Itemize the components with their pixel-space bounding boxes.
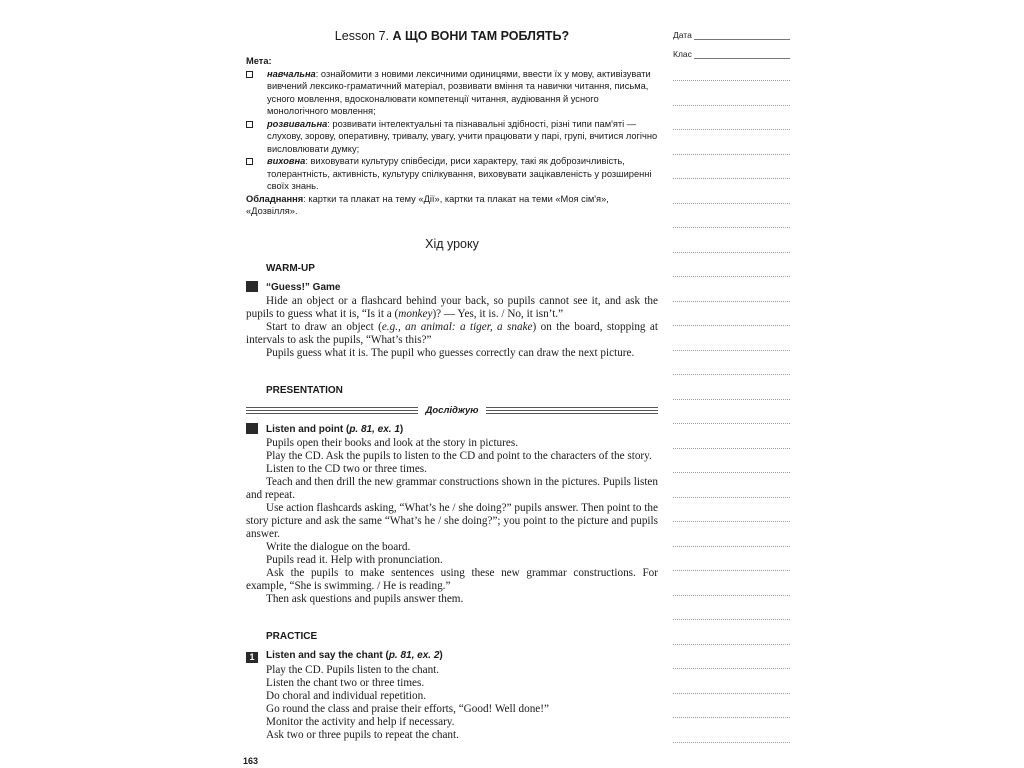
notes-line: [673, 80, 790, 81]
text-run: ) on the board, stopping at intervals to ask the pupils, “What’s this?”: [246, 321, 658, 346]
page-number: 163: [243, 756, 259, 766]
notes-line: [673, 227, 790, 228]
activity-square-icon: [246, 423, 258, 434]
activity-page-ref: p. 81, ex. 1: [349, 424, 400, 435]
checkbox-square-icon: [246, 121, 253, 128]
lesson-title: [246, 27, 658, 45]
warmup-instructions: [246, 295, 658, 360]
notes-line: [673, 693, 790, 694]
aim-kind: розвивальна: [267, 118, 328, 129]
divider-label: Досліджую: [425, 405, 479, 416]
notes-line: [673, 742, 790, 743]
text-run: Start to draw an object (: [266, 321, 382, 333]
activity-number-badge: 1: [246, 652, 258, 663]
notes-line: [673, 546, 790, 547]
paragraph: Do choral and individual repetition.: [266, 690, 427, 702]
divider-rule: [246, 407, 418, 414]
notes-line: [673, 399, 790, 400]
paragraph: Teach and then drill the new grammar constructions shown in the pictures. Pupils listen and repeat.: [246, 476, 658, 501]
paragraph: Play the CD. Pupils listen to the chant.: [266, 664, 440, 676]
notes-line: [673, 154, 790, 155]
notes-line: [673, 668, 790, 669]
date-field: [673, 30, 692, 41]
divider-rule: [486, 407, 658, 414]
notes-line: [673, 252, 790, 253]
practice-activity-title: [246, 649, 443, 662]
date-label: Дата: [673, 30, 692, 40]
paragraph: Ask two or three pupils to repeat the chant.: [266, 729, 459, 741]
presentation-heading: PRESENTATION: [266, 385, 343, 396]
practice-instructions: [246, 664, 658, 742]
paragraph: Write the dialogue on the board.: [266, 541, 411, 553]
notes-line: [673, 423, 790, 424]
text-run: )? — Yes, it is. / No, it isn’t.”: [432, 308, 564, 320]
checkbox-square-icon: [246, 158, 253, 165]
aim-text: : розвивати інтелектуальні та пізнавальні здібності, різні типи пам'яті — слухову, зорову, оперативну, тривалу, увагу, учити працювати у парі, групі, вчитися логічно висловлювати думку;: [267, 118, 658, 154]
lesson-number: Lesson 7.: [334, 29, 393, 43]
notes-line: [673, 472, 790, 473]
aim-item: [246, 118, 658, 156]
notes-line: [673, 105, 790, 106]
paragraph: Pupils guess what it is. The pupil who guesses correctly can draw the next picture.: [266, 347, 635, 359]
paragraph: Pupils open their books and look at the story in pictures.: [266, 437, 518, 449]
paragraph: Then ask questions and pupils answer them.: [266, 593, 464, 605]
notes-line: [673, 619, 790, 620]
activity-page-ref: p. 81, ex. 2: [388, 650, 440, 661]
activity-square-icon: [246, 281, 258, 292]
notes-line: [673, 448, 790, 449]
notes-line: [673, 717, 790, 718]
notes-line: [673, 301, 790, 302]
activity-label-close: ): [439, 650, 443, 661]
aims-heading: Мета:: [246, 56, 272, 66]
checkbox-square-icon: [246, 71, 253, 78]
warmup-activity-title: [246, 281, 340, 294]
notes-line: [673, 178, 790, 179]
lesson-progress-title: Хід уроку: [425, 237, 479, 251]
paragraph: Go round the class and praise their efforts, “Good! Well done!”: [266, 703, 549, 715]
warmup-heading: WARM-UP: [266, 263, 315, 274]
presentation-activity-title: [246, 423, 403, 436]
practice-heading: PRACTICE: [266, 631, 318, 642]
notes-line: [673, 644, 790, 645]
equipment-text: : картки та плакат на тему «Дії», картки та плакат на теми «Моя сім'я», «Дозвілля».: [246, 193, 609, 216]
paragraph: [246, 295, 658, 321]
paragraph: Use action flashcards asking, “What’s he / she doing?” pupils answer. Then point to the story picture and ask the same “What’s he / she doing?”; you point to the picture and pupils answer.: [246, 502, 658, 540]
equipment-label: Обладнання: [246, 193, 304, 204]
lesson-name: А ЩО ВОНИ ТАМ РОБЛЯТЬ?: [392, 29, 570, 43]
aim-text: : виховувати культуру співбесіди, риси характеру, такі як доброзичливість, толерантність, активність, культуру спілкування, виховувати зацікавленість у розширенні своїх знань.: [267, 156, 652, 191]
equipment: [246, 193, 658, 218]
notes-line: [673, 203, 790, 204]
notes-line: [673, 374, 790, 375]
notes-line: [673, 129, 790, 130]
lesson-aims: [246, 55, 658, 218]
notes-line: [673, 350, 790, 351]
section-divider: [246, 405, 658, 417]
date-write-line: [694, 39, 790, 40]
presentation-instructions: [246, 437, 658, 606]
paragraph: Monitor the activity and help if necessary.: [266, 716, 455, 728]
text-run-italic: e.g., an animal: a tiger, a snake: [381, 321, 533, 333]
aim-text: : ознайомити з новими лексичними одиницями, ввести їх у мову, активізувати вивчений лексико-граматичний матеріал, розвивати вміння та навички читання, письма, усного мовлення, вдосконалювати компетенції читання, аудіювання й усного монологічного мовлення;: [267, 68, 651, 116]
aim-item: [246, 155, 658, 193]
activity-label-close: ): [399, 424, 404, 435]
activity-label: Listen and say the chant (: [266, 650, 389, 661]
paragraph: Listen the chant two or three times.: [266, 677, 425, 689]
notes-line: [673, 521, 790, 522]
notes-line: [673, 497, 790, 498]
warmup-activity-label: “Guess!” Game: [266, 282, 341, 293]
activity-label: Listen and point (: [266, 424, 350, 435]
paragraph: [246, 321, 658, 347]
paragraph: Pupils read it. Help with pronunciation.: [266, 554, 443, 566]
aim-item: [246, 68, 658, 118]
class-label: Клас: [673, 49, 692, 59]
class-field: [673, 49, 692, 60]
notes-line: [673, 325, 790, 326]
notes-line: [673, 570, 790, 571]
class-write-line: [694, 58, 790, 59]
text-run-italic: monkey: [398, 308, 433, 320]
text-run: Hide an object or a flashcard behind your back, so pupils cannot see it, and ask the pupils to guess what it is, “Is it a (: [246, 295, 658, 320]
paragraph: Play the CD. Ask the pupils to listen to the CD and point to the characters of the story.: [266, 450, 652, 462]
aim-kind: виховна: [267, 156, 306, 166]
paragraph: Ask the pupils to make sentences using these new grammar constructions. For example, “She is swimming. / He is reading.”: [246, 567, 658, 592]
notes-line: [673, 276, 790, 277]
aim-kind: навчальна: [267, 68, 316, 79]
paragraph: Listen to the CD two or three times.: [266, 463, 427, 475]
notes-line: [673, 595, 790, 596]
